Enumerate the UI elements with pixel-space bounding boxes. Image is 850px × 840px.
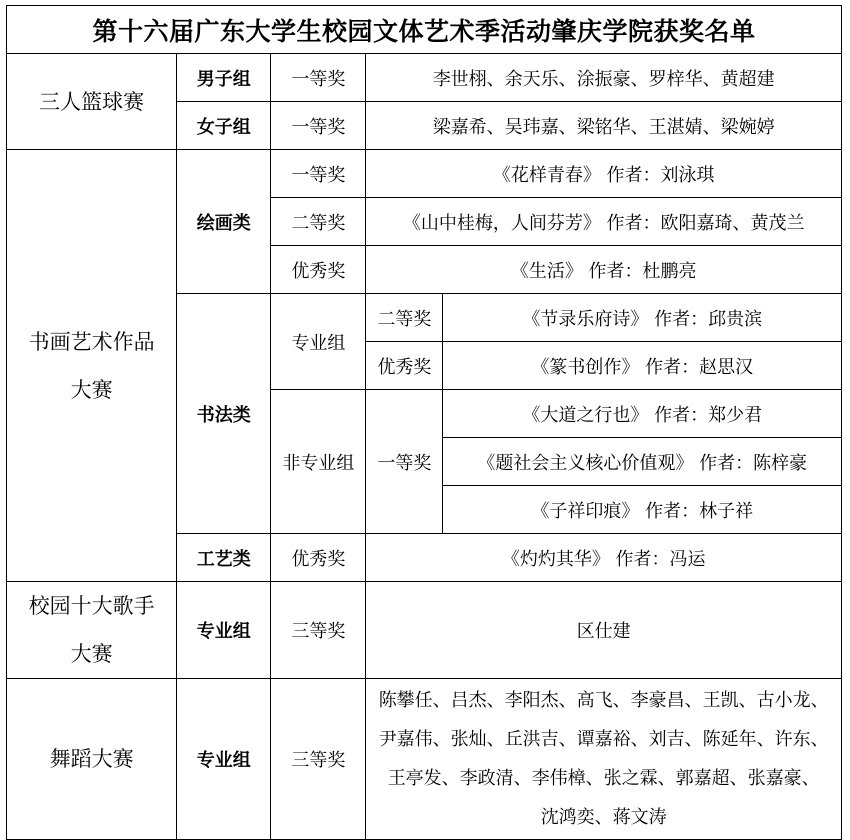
category-calligraphy-painting <box>7 150 177 582</box>
category-line: 书画艺术作品 <box>28 329 155 354</box>
group-amateur: 非专业组 <box>271 390 366 534</box>
names-line: 王亭发、李政清、李伟樟、张之霖、郭嘉超、张嘉豪、 <box>387 768 820 789</box>
category-line: 大赛 <box>70 377 113 402</box>
award-cell: 优秀奖 <box>366 342 443 390</box>
entry-cell: 《节录乐府诗》 作者：邱贵滨 <box>443 294 842 342</box>
category-line: 校园十大歌手 <box>28 594 155 618</box>
entry-cell: 《子祥印痕》 作者：林子祥 <box>443 486 842 534</box>
award-cell: 优秀奖 <box>271 534 366 582</box>
award-women: 一等奖 <box>271 102 366 150</box>
entry-cell: 《题社会主义核心价值观》 作者：陈梓豪 <box>443 438 842 486</box>
award-list-table <box>6 5 842 840</box>
award-dance: 三等奖 <box>271 679 366 840</box>
names-dance <box>366 679 842 840</box>
category-singer <box>7 582 177 679</box>
category-line: 大赛 <box>70 642 113 666</box>
names-line: 陈攀任、吕杰、李阳杰、高飞、李豪昌、王凯、古小龙、 <box>378 690 829 711</box>
group-dance: 专业组 <box>177 679 271 840</box>
names-line: 沈鸿奕、蒋文涛 <box>540 807 667 828</box>
entry-cell: 《山中桂梅，人间芬芳》 作者：欧阳嘉琦、黄茂兰 <box>366 198 842 246</box>
group-men: 男子组 <box>177 54 271 102</box>
group-professional: 专业组 <box>271 294 366 390</box>
group-women: 女子组 <box>177 102 271 150</box>
subcategory-painting: 绘画类 <box>177 150 271 294</box>
page-title: 第十六届广东大学生校园文体艺术季活动肇庆学院获奖名单 <box>7 6 842 54</box>
award-cell: 二等奖 <box>271 198 366 246</box>
group-singer: 专业组 <box>177 582 271 679</box>
names-women: 梁嘉希、吴玮嘉、梁铭华、王湛婧、梁婉婷 <box>366 102 842 150</box>
award-cell: 一等奖 <box>271 150 366 198</box>
entry-cell: 《灼灼其华》 作者：冯运 <box>366 534 842 582</box>
names-line: 尹嘉伟、张灿、丘洪吉、谭嘉裕、刘吉、陈延年、许东、 <box>378 729 829 750</box>
category-basketball: 三人篮球赛 <box>7 54 177 150</box>
award-cell: 优秀奖 <box>271 246 366 294</box>
category-dance: 舞蹈大赛 <box>7 679 177 840</box>
names-men: 李世栩、余天乐、涂振豪、罗梓华、黄超建 <box>366 54 842 102</box>
award-cell: 二等奖 <box>366 294 443 342</box>
entry-cell: 《篆书创作》 作者：赵思汉 <box>443 342 842 390</box>
entry-cell: 《生活》 作者：杜鹏亮 <box>366 246 842 294</box>
names-singer: 区仕建 <box>366 582 842 679</box>
award-cell: 一等奖 <box>366 390 443 534</box>
award-men: 一等奖 <box>271 54 366 102</box>
subcategory-craft: 工艺类 <box>177 534 271 582</box>
entry-cell: 《大道之行也》 作者：郑少君 <box>443 390 842 438</box>
entry-cell: 《花样青春》 作者：刘泳琪 <box>366 150 842 198</box>
subcategory-calligraphy: 书法类 <box>177 294 271 534</box>
award-singer: 三等奖 <box>271 582 366 679</box>
